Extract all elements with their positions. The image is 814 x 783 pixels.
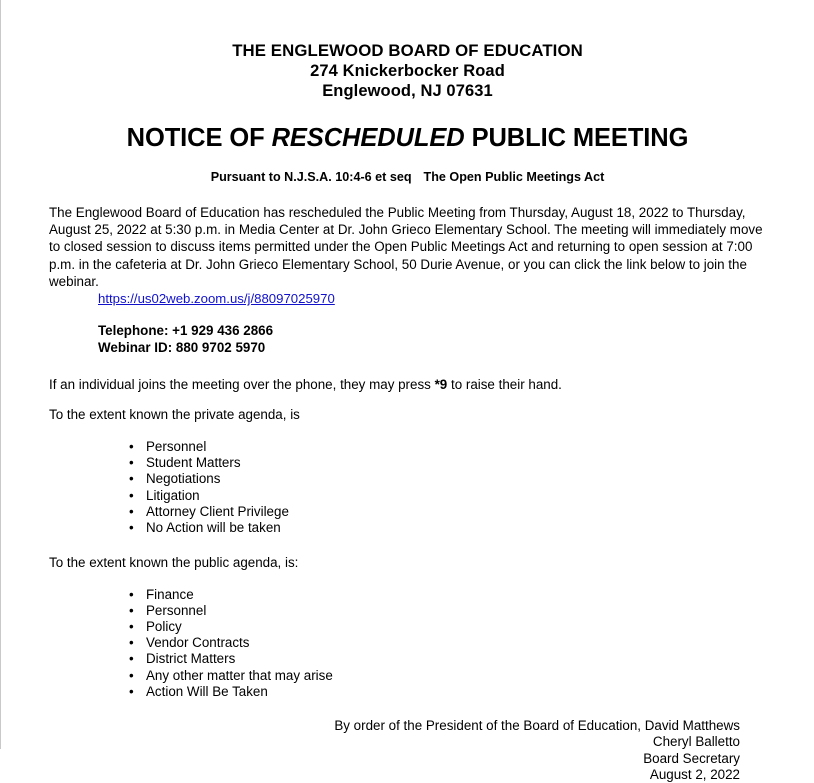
letterhead [1,0,814,101]
bullet-icon: • [129,635,134,651]
zoom-meeting-link[interactable]: https://us02web.zoom.us/j/88097025970 [98,291,335,307]
spacer [49,423,784,439]
list-item-label: Action Will Be Taken [146,683,268,699]
list-item-label: Any other matter that may arise [146,667,333,683]
private-agenda-heading: To the extent known the private agenda, is [49,407,300,423]
bullet-icon: • [129,487,134,503]
list-item [49,651,784,667]
list-item-label: Student Matters [146,455,241,471]
spacer [49,571,784,587]
notice-title-block [1,124,814,185]
webinar-id-line: Webinar ID: 880 9702 5970 [98,339,266,355]
list-item-label: Litigation [146,487,200,503]
list-item [49,439,784,455]
list-item-label: Negotiations [146,471,221,487]
bullet-icon: • [129,651,134,667]
list-item-label: Personnel [146,439,207,455]
spacer [49,356,784,376]
statutory-citation [1,169,814,185]
organization-name: THE ENGLEWOOD BOARD OF EDUCATION [232,41,583,60]
street-address: 274 Knickerbocker Road [310,62,505,80]
signature-name: Cheryl Balletto [652,734,740,750]
bullet-icon: • [129,455,134,471]
page-title [1,124,814,152]
bullet-icon: • [129,683,134,699]
bullet-icon: • [129,667,134,683]
public-agenda-list [49,587,784,700]
spacer [49,393,784,406]
bullet-icon: • [129,587,134,603]
list-item [49,471,784,487]
list-item [49,619,784,635]
list-item [49,603,784,619]
list-item-label: Finance [146,587,194,603]
signature-date: August 2, 2022 [649,766,740,782]
spacer [49,307,784,323]
bullet-icon: • [129,603,134,619]
private-agenda-list [49,439,784,536]
bullet-icon: • [129,619,134,635]
list-item [49,504,784,520]
list-item [49,520,784,536]
telephone-line: Telephone: +1 929 436 2866 [98,323,274,339]
citation-act-name: The Open Public Meetings Act [423,170,605,185]
raise-hand-prefix: If an individual joins the meeting over the phone, they may press [49,376,435,392]
spacer [49,536,784,554]
raise-hand-suffix: to raise their hand. [447,376,562,392]
dial-in-details [49,323,784,356]
lead-paragraph: The Englewood Board of Education has rescheduled the Public Meeting from Thursday, August 18, 2022 to Thursday, August 25, 2022 at 5:30 p.m. in Media Center at Dr. John Grieco Elementary School. The meeting will immediately move to closed session to discuss items permitted under the Open Public Meetings Act and returning to open session at 7:00 p.m. in the cafeteria at Dr. John Grieco Elementary School, 50 Durie Avenue, or you can click the link below to join the webinar. [49,205,763,289]
bullet-icon: • [129,503,134,519]
zoom-link-row [49,290,784,307]
list-item-label: Vendor Contracts [146,635,250,651]
list-item-label: Personnel [146,603,207,619]
list-item-label: District Matters [146,651,236,667]
title-suffix: PUBLIC MEETING [464,124,689,152]
list-item [49,684,784,700]
list-item-label: Policy [146,619,182,635]
list-item [49,455,784,471]
signature-block [49,718,784,783]
public-agenda-heading: To the extent known the public agenda, is: [49,554,299,570]
title-emphasis: RESCHEDULED [271,124,465,152]
list-item [49,488,784,504]
citation-statute: Pursuant to N.J.S.A. 10:4-6 et seq [210,170,412,185]
raise-hand-code: *9 [434,376,448,392]
list-item-label: No Action will be taken [146,519,281,535]
list-item-label: Attorney Client Privilege [146,503,289,519]
signature-title: Board Secretary [643,750,740,766]
city-state-zip: Englewood, NJ 07631 [322,82,493,100]
title-prefix: NOTICE OF [126,124,272,152]
list-item [49,587,784,603]
signature-by-order: By order of the President of the Board of Education, David Matthews [334,717,740,733]
bullet-icon: • [129,439,134,455]
list-item [49,668,784,684]
bullet-icon: • [129,471,134,487]
raise-hand-instruction [49,376,784,393]
document-body [1,204,814,783]
bullet-icon: • [129,519,134,535]
list-item [49,635,784,651]
